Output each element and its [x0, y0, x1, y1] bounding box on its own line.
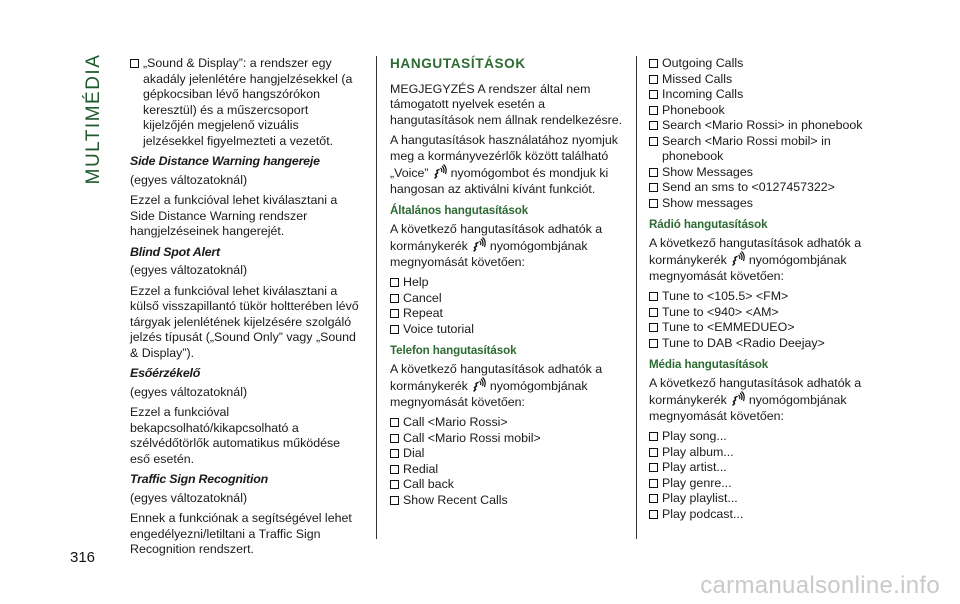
- column-divider: [636, 56, 637, 539]
- radio-lead-after: nyomógombjának megnyomását követően:: [649, 253, 847, 283]
- media-lead-before: A következő hangutasítások adhatók a kormánykerék: [649, 375, 862, 407]
- usage-paragraph: [390, 133, 630, 197]
- list-item: Play podcast...: [649, 507, 879, 523]
- phone-commands-list-continued: [649, 56, 879, 211]
- side-distance-note: (egyes változatoknál): [130, 172, 248, 187]
- list-item: Help: [390, 275, 630, 291]
- rain-sensor-text: Ezzel a funkcióval bekapcsolható/kikapcsolható a szélvédőtörlők automatikus működése eső esetén.: [130, 405, 341, 466]
- list-item: Tune to DAB <Radio Deejay>: [649, 336, 879, 352]
- column-2: [390, 56, 630, 512]
- list-item: Dial: [390, 446, 630, 462]
- list-item: Show Recent Calls: [390, 493, 630, 509]
- phone-commands-list: [390, 415, 630, 508]
- usage-text-after: nyomógombot és mondjuk ki hangosan az aktiválni kívánt funkciót.: [390, 166, 609, 196]
- media-commands-list: [649, 429, 879, 522]
- intro-paragraph: „Sound & Display”: a rendszer egy akadály jelenlétére hangjelzésekkel (a gépkocsiban lévő hangszórókon keresztül) és a műszercsoport kijelzőjén megjelenő vizuális jelzésekkel figyelmezteti a vezetőt.: [130, 56, 360, 149]
- blind-spot-title: Blind Spot Alert: [130, 244, 220, 259]
- general-lead-before: A következő hangutasítások adhatók a kormánykerék: [390, 221, 603, 253]
- voice-command-icon: [471, 377, 487, 393]
- side-distance-text: Ezzel a funkcióval lehet kiválasztani a Side Distance Warning rendszer hangjelzéseinek hangerejét.: [130, 193, 338, 238]
- rain-sensor-note: (egyes változatoknál): [130, 384, 248, 399]
- list-item: Search <Mario Rossi> in phonebook: [649, 118, 879, 134]
- watermark-text: carmanualsonline.info: [700, 572, 940, 599]
- list-item: Redial: [390, 462, 630, 478]
- phone-commands-title: Telefon hangutasítások: [390, 344, 517, 357]
- list-item: Play album...: [649, 445, 879, 461]
- list-item: Play song...: [649, 429, 879, 445]
- blind-spot-text: Ezzel a funkcióval lehet kiválasztani a külső visszapillantó tükör holtterében lévő tárgyak jelenlétének kijelzésére szolgáló jelzés típusát („Sound Only” vagy „Sound & Display”).: [130, 283, 359, 360]
- radio-lead-before: A következő hangutasítások adhatók a kormánykerék: [649, 235, 862, 267]
- usage-text-before: A hangutasítások használatához nyomjuk meg a kormányvezérlők között található „Voice”: [390, 133, 618, 180]
- section-tab-label: MULTIMÉDIA: [83, 53, 104, 185]
- list-item: Call <Mario Rossi>: [390, 415, 630, 431]
- side-distance-title: Side Distance Warning hangereje: [130, 154, 320, 168]
- list-item: Search <Mario Rossi mobil> in phonebook: [649, 134, 879, 165]
- phone-lead-after: nyomógombjának megnyomását követően:: [390, 379, 588, 409]
- list-item: Call <Mario Rossi mobil>: [390, 431, 630, 447]
- radio-commands-list: [649, 289, 879, 351]
- list-item: Play genre...: [649, 476, 879, 492]
- voice-command-icon: [730, 251, 746, 267]
- traffic-sign-note: (egyes változatoknál): [130, 490, 248, 505]
- list-item: Voice tutorial: [390, 322, 630, 338]
- list-item: Tune to <940> <AM>: [649, 305, 879, 321]
- general-lead-after: nyomógombjának megnyomását követően:: [390, 239, 588, 269]
- media-lead: [649, 376, 879, 425]
- phone-lead: [390, 362, 630, 411]
- list-item: Play artist...: [649, 460, 879, 476]
- list-item: Phonebook: [649, 103, 879, 119]
- voice-command-icon: [432, 164, 448, 180]
- column-3: [649, 56, 879, 526]
- section-tab: [78, 44, 110, 194]
- media-commands-title: Média hangutasítások: [649, 358, 769, 371]
- general-commands-title: Általános hangutasítások: [390, 204, 529, 217]
- list-item: Send an sms to <0127457322>: [649, 180, 879, 196]
- list-item: Tune to <EMMEDUEO>: [649, 320, 879, 336]
- list-item: Incoming Calls: [649, 87, 879, 103]
- list-item: Repeat: [390, 306, 630, 322]
- traffic-sign-text: Ennek a funkciónak a segítségével lehet engedélyezni/letiltani a Traffic Sign Recognition rendszert.: [130, 511, 352, 556]
- media-lead-after: nyomógombjának megnyomását követően:: [649, 393, 847, 423]
- list-item: Tune to <105.5> <FM>: [649, 289, 879, 305]
- language-note: MEGJEGYZÉS A rendszer által nem támogatott nyelvek esetén a hangutasítások nem állnak rendelkezésre.: [390, 81, 623, 127]
- voice-command-icon: [471, 237, 487, 253]
- page-number: 316: [70, 549, 96, 566]
- list-item: Cancel: [390, 291, 630, 307]
- list-item: Show messages: [649, 196, 879, 212]
- blind-spot-note: (egyes változatoknál): [130, 263, 248, 277]
- column-divider: [376, 56, 377, 539]
- voice-commands-heading: HANGUTASÍTÁSOK: [390, 56, 526, 71]
- list-item: Missed Calls: [649, 72, 879, 88]
- general-commands-list: [390, 275, 630, 337]
- traffic-sign-title: Traffic Sign Recognition: [130, 472, 268, 486]
- phone-lead-before: A következő hangutasítások adhatók a kormánykerék: [390, 361, 603, 393]
- list-item: Show Messages: [649, 165, 879, 181]
- list-item: Outgoing Calls: [649, 56, 879, 72]
- list-item: Call back: [390, 477, 630, 493]
- column-1: [130, 56, 360, 563]
- list-item: Play playlist...: [649, 491, 879, 507]
- radio-commands-title: Rádió hangutasítások: [649, 218, 768, 231]
- voice-command-icon: [730, 391, 746, 407]
- rain-sensor-title: Esőérzékelő: [130, 366, 201, 380]
- general-lead: [390, 222, 630, 271]
- radio-lead: [649, 236, 879, 285]
